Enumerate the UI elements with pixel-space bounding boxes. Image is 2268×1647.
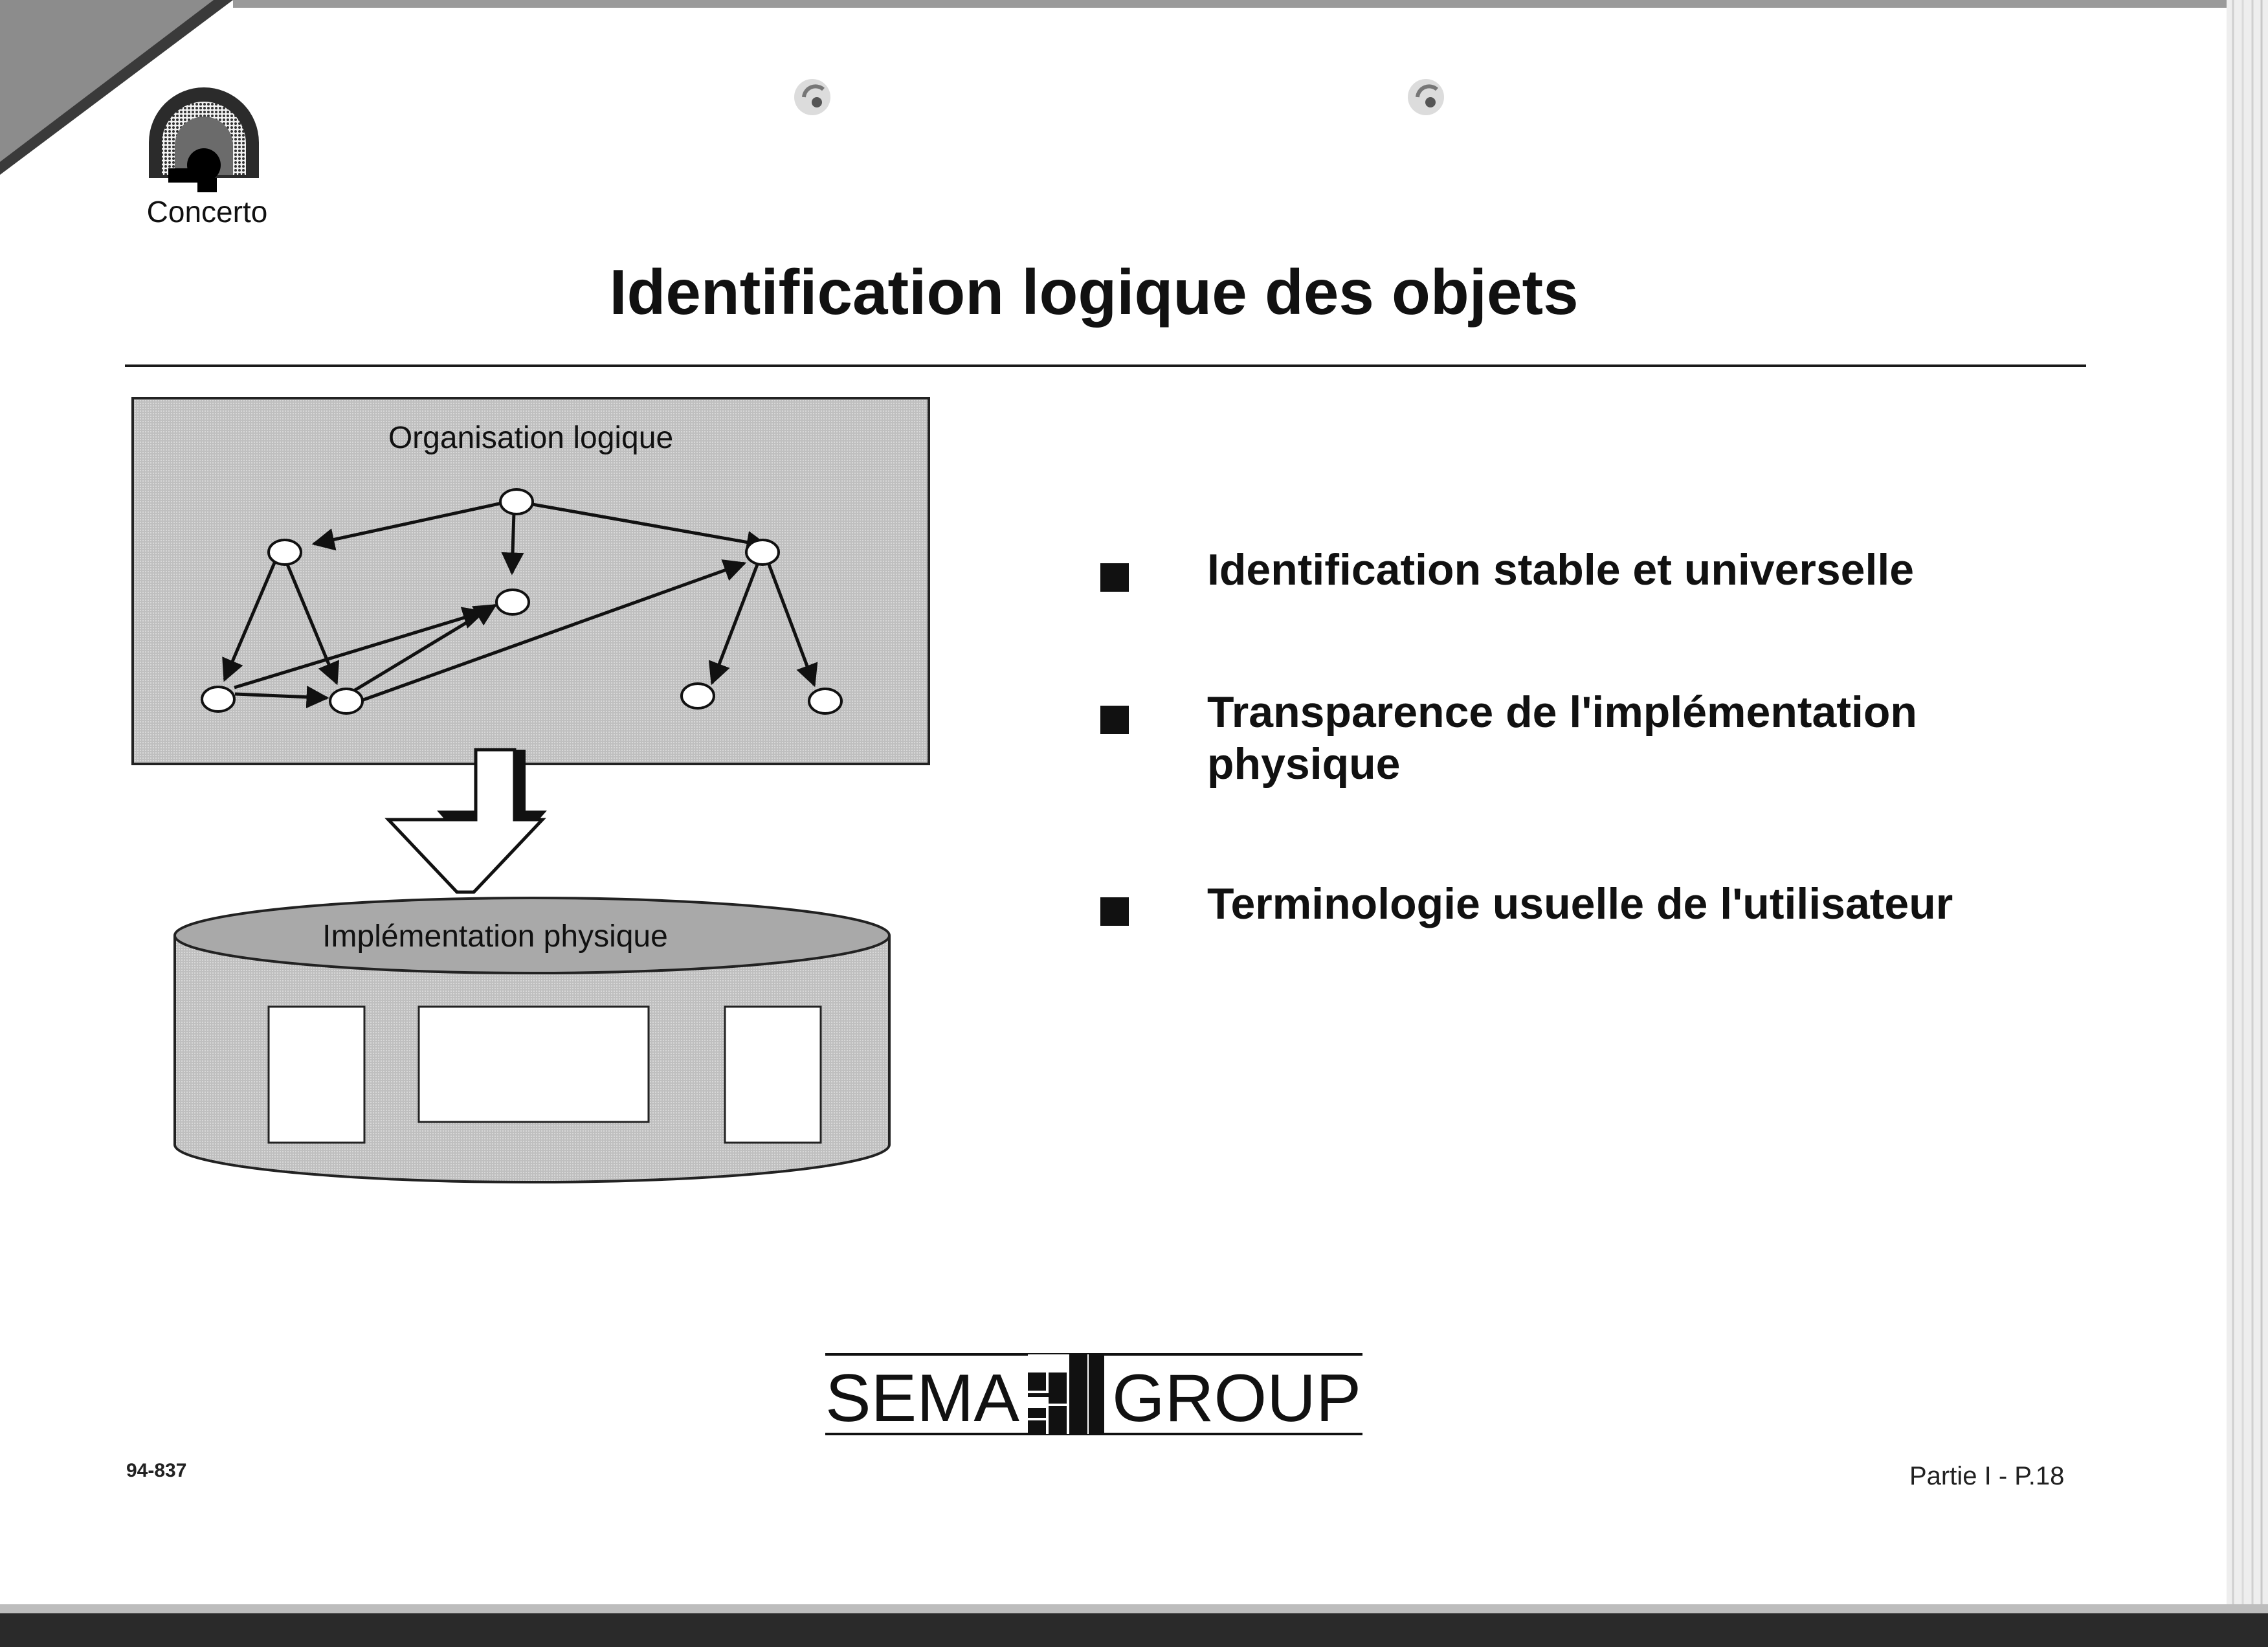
sema-group-logo <box>822 1347 1366 1444</box>
graph-node <box>496 590 529 614</box>
bullet-list <box>1100 544 2071 930</box>
graph-node <box>202 687 234 711</box>
bullet-text: Terminologie usuelle de l'utilisateur <box>1207 879 1953 928</box>
bullet-text-continuation: physique <box>1207 739 1401 789</box>
title-rule <box>125 364 2086 367</box>
graph-node <box>682 684 714 708</box>
bullet-item <box>1100 686 2071 790</box>
page-title: Identification logique des objets <box>609 256 1579 328</box>
punch-hole <box>1408 79 1444 115</box>
graph-node <box>330 689 362 713</box>
graph-node <box>269 540 301 565</box>
graph-node <box>809 689 841 713</box>
graph-edge <box>512 513 514 573</box>
company-name-left: SEMA <box>825 1361 1020 1436</box>
sema-emblem <box>1028 1354 1104 1434</box>
bottom-scan-edge <box>0 1612 2268 1647</box>
concerto-logo <box>133 71 275 194</box>
bullet-text: Transparence de l'implémentation <box>1207 688 1917 737</box>
bullet-square-icon <box>1100 563 1129 592</box>
graph-node <box>500 489 533 514</box>
company-name-right: GROUP <box>1112 1361 1361 1436</box>
storage-block <box>419 1007 649 1122</box>
top-scan-edge <box>233 0 2268 8</box>
bullet-square-icon <box>1100 706 1129 734</box>
bottom-scan-shade <box>0 1604 2268 1613</box>
logical-organisation-label: Organisation logique <box>388 421 674 455</box>
graph-node <box>746 540 779 565</box>
document-reference: 94-837 <box>126 1460 187 1481</box>
bullet-square-icon <box>1100 897 1129 926</box>
logical-physical-diagram <box>129 395 945 1198</box>
bullet-text: Identification stable et universelle <box>1207 545 1915 594</box>
physical-implementation-label: Implémentation physique <box>322 919 668 954</box>
brand-label: Concerto <box>146 195 268 229</box>
down-arrow <box>388 750 550 892</box>
storage-block <box>725 1007 821 1143</box>
bullet-item <box>1100 544 2071 596</box>
punch-hole <box>794 79 830 115</box>
page-reference: Partie I - P.18 <box>1909 1462 2065 1490</box>
storage-block <box>269 1007 364 1143</box>
bullet-item <box>1100 878 2071 930</box>
